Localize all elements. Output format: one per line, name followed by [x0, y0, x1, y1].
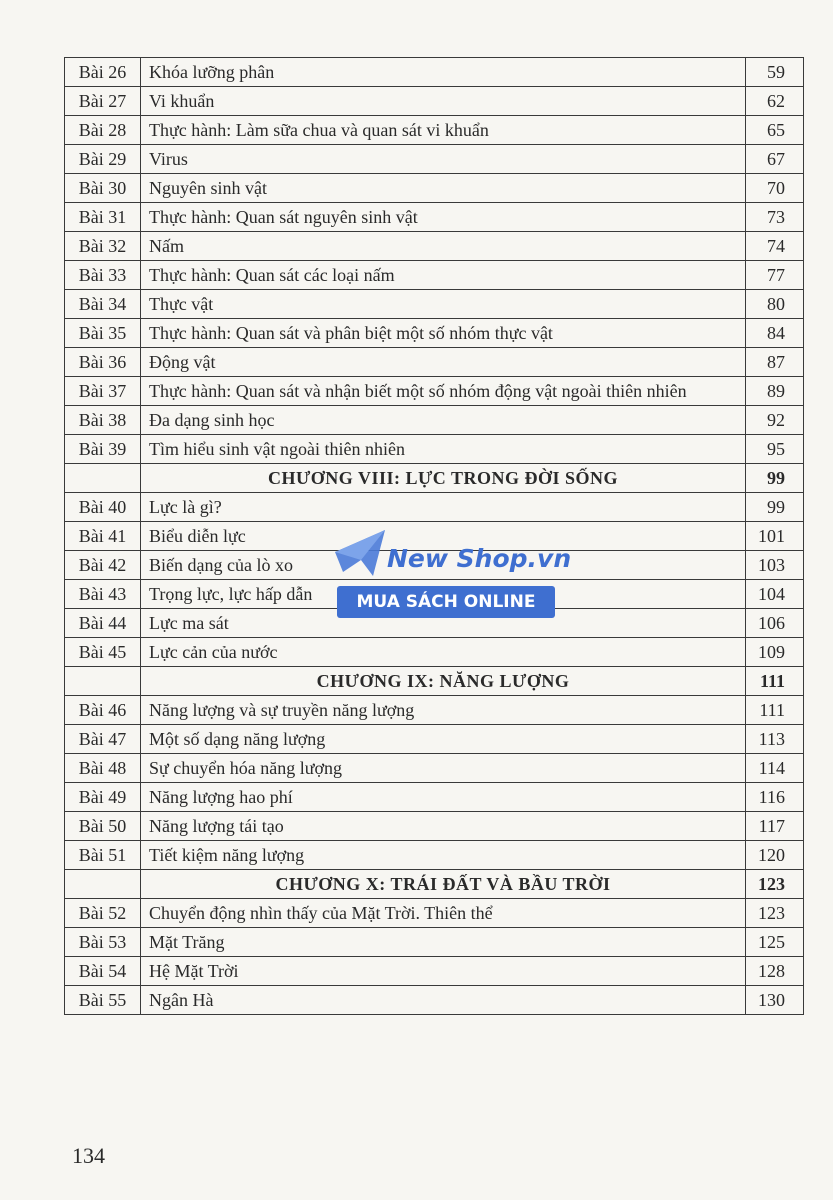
page-cell: 130	[746, 986, 804, 1015]
toc-row	[65, 957, 804, 986]
lesson-cell: Bài 47	[65, 725, 141, 754]
title-cell: CHƯƠNG IX: NĂNG LƯỢNG	[141, 667, 746, 696]
title-cell: Nguyên sinh vật	[141, 174, 746, 203]
page-cell: 77	[746, 261, 804, 290]
page-cell: 106	[746, 609, 804, 638]
lesson-cell: Bài 27	[65, 87, 141, 116]
toc-row	[65, 841, 804, 870]
page-cell: 73	[746, 203, 804, 232]
page-cell: 116	[746, 783, 804, 812]
title-cell: Biến dạng của lò xo	[141, 551, 746, 580]
title-cell: Thực hành: Quan sát nguyên sinh vật	[141, 203, 746, 232]
lesson-cell: Bài 39	[65, 435, 141, 464]
page-cell: 99	[746, 464, 804, 493]
toc-row	[65, 725, 804, 754]
lesson-cell: Bài 50	[65, 812, 141, 841]
lesson-cell: Bài 37	[65, 377, 141, 406]
title-cell: Sự chuyển hóa năng lượng	[141, 754, 746, 783]
title-cell: Thực hành: Quan sát các loại nấm	[141, 261, 746, 290]
page-cell: 62	[746, 87, 804, 116]
page-cell: 74	[746, 232, 804, 261]
page-cell: 120	[746, 841, 804, 870]
page-cell: 101	[746, 522, 804, 551]
toc-row	[65, 290, 804, 319]
title-cell: Thực hành: Làm sữa chua và quan sát vi khuẩn	[141, 116, 746, 145]
lesson-cell: Bài 31	[65, 203, 141, 232]
toc-row	[65, 87, 804, 116]
page-cell: 114	[746, 754, 804, 783]
chapter-row	[65, 464, 804, 493]
page-cell: 87	[746, 348, 804, 377]
toc-row	[65, 899, 804, 928]
lesson-cell	[65, 870, 141, 899]
title-cell: Lực ma sát	[141, 609, 746, 638]
toc-row	[65, 435, 804, 464]
lesson-cell: Bài 48	[65, 754, 141, 783]
lesson-cell: Bài 51	[65, 841, 141, 870]
title-cell: Trọng lực, lực hấp dẫn	[141, 580, 746, 609]
lesson-cell: Bài 55	[65, 986, 141, 1015]
title-cell: Khóa lưỡng phân	[141, 58, 746, 87]
page-cell: 89	[746, 377, 804, 406]
page-cell: 125	[746, 928, 804, 957]
toc-row	[65, 319, 804, 348]
lesson-cell: Bài 38	[65, 406, 141, 435]
chapter-row	[65, 870, 804, 899]
title-cell: Lực cản của nước	[141, 638, 746, 667]
title-cell: CHƯƠNG VIII: LỰC TRONG ĐỜI SỐNG	[141, 464, 746, 493]
lesson-cell: Bài 53	[65, 928, 141, 957]
title-cell: Thực hành: Quan sát và phân biệt một số nhóm thực vật	[141, 319, 746, 348]
page-cell: 84	[746, 319, 804, 348]
title-cell: Vi khuẩn	[141, 87, 746, 116]
page-cell: 59	[746, 58, 804, 87]
lesson-cell: Bài 29	[65, 145, 141, 174]
watermark-brand: New Shop.vn	[387, 544, 572, 573]
title-cell: Lực là gì?	[141, 493, 746, 522]
lesson-cell: Bài 45	[65, 638, 141, 667]
page-cell: 109	[746, 638, 804, 667]
title-cell: Đa dạng sinh học	[141, 406, 746, 435]
title-cell: Biểu diễn lực	[141, 522, 746, 551]
lesson-cell	[65, 667, 141, 696]
toc-row	[65, 783, 804, 812]
title-cell: Tìm hiểu sinh vật ngoài thiên nhiên	[141, 435, 746, 464]
title-cell: Ngân Hà	[141, 986, 746, 1015]
toc-row	[65, 174, 804, 203]
lesson-cell: Bài 42	[65, 551, 141, 580]
page-cell: 80	[746, 290, 804, 319]
page-cell: 95	[746, 435, 804, 464]
lesson-cell: Bài 54	[65, 957, 141, 986]
page-cell: 92	[746, 406, 804, 435]
toc-row	[65, 377, 804, 406]
chapter-row	[65, 667, 804, 696]
page-cell: 123	[746, 870, 804, 899]
toc-row	[65, 261, 804, 290]
page-cell: 117	[746, 812, 804, 841]
title-cell: Thực vật	[141, 290, 746, 319]
title-cell: Thực hành: Quan sát và nhận biết một số nhóm động vật ngoài thiên nhiên	[141, 377, 746, 406]
page-cell: 99	[746, 493, 804, 522]
toc-row	[65, 58, 804, 87]
toc-row	[65, 638, 804, 667]
lesson-cell: Bài 52	[65, 899, 141, 928]
lesson-cell: Bài 44	[65, 609, 141, 638]
lesson-cell: Bài 34	[65, 290, 141, 319]
lesson-cell: Bài 40	[65, 493, 141, 522]
page-number: 134	[72, 1143, 105, 1168]
page-cell: 104	[746, 580, 804, 609]
lesson-cell: Bài 28	[65, 116, 141, 145]
page-cell: 113	[746, 725, 804, 754]
title-cell: CHƯƠNG X: TRÁI ĐẤT VÀ BẦU TRỜI	[141, 870, 746, 899]
page-cell: 111	[746, 696, 804, 725]
toc-row	[65, 406, 804, 435]
title-cell: Nấm	[141, 232, 746, 261]
toc-row	[65, 232, 804, 261]
newshop-watermark	[335, 530, 572, 620]
watermark-tagline: MUA SÁCH ONLINE	[337, 586, 555, 618]
toc-row	[65, 203, 804, 232]
title-cell: Động vật	[141, 348, 746, 377]
lesson-cell: Bài 36	[65, 348, 141, 377]
toc-row	[65, 812, 804, 841]
title-cell: Năng lượng tái tạo	[141, 812, 746, 841]
lesson-cell: Bài 41	[65, 522, 141, 551]
page-cell: 65	[746, 116, 804, 145]
page-cell: 128	[746, 957, 804, 986]
title-cell: Hệ Mặt Trời	[141, 957, 746, 986]
page-cell: 67	[746, 145, 804, 174]
title-cell: Mặt Trăng	[141, 928, 746, 957]
title-cell: Tiết kiệm năng lượng	[141, 841, 746, 870]
lesson-cell: Bài 49	[65, 783, 141, 812]
title-cell: Chuyển động nhìn thấy của Mặt Trời. Thiên thể	[141, 899, 746, 928]
toc-row	[65, 986, 804, 1015]
page-cell: 70	[746, 174, 804, 203]
toc-row	[65, 754, 804, 783]
page-cell: 111	[746, 667, 804, 696]
lesson-cell: Bài 35	[65, 319, 141, 348]
toc-row	[65, 348, 804, 377]
toc-row	[65, 116, 804, 145]
lesson-cell: Bài 46	[65, 696, 141, 725]
page-cell: 103	[746, 551, 804, 580]
lesson-cell: Bài 33	[65, 261, 141, 290]
title-cell: Virus	[141, 145, 746, 174]
lesson-cell: Bài 43	[65, 580, 141, 609]
toc-row	[65, 145, 804, 174]
title-cell: Năng lượng và sự truyền năng lượng	[141, 696, 746, 725]
page-cell: 123	[746, 899, 804, 928]
lesson-cell: Bài 26	[65, 58, 141, 87]
title-cell: Một số dạng năng lượng	[141, 725, 746, 754]
lesson-cell	[65, 464, 141, 493]
arrow-logo-icon	[335, 530, 385, 580]
toc-row	[65, 696, 804, 725]
toc-row	[65, 928, 804, 957]
lesson-cell: Bài 30	[65, 174, 141, 203]
title-cell: Năng lượng hao phí	[141, 783, 746, 812]
toc-row	[65, 493, 804, 522]
lesson-cell: Bài 32	[65, 232, 141, 261]
